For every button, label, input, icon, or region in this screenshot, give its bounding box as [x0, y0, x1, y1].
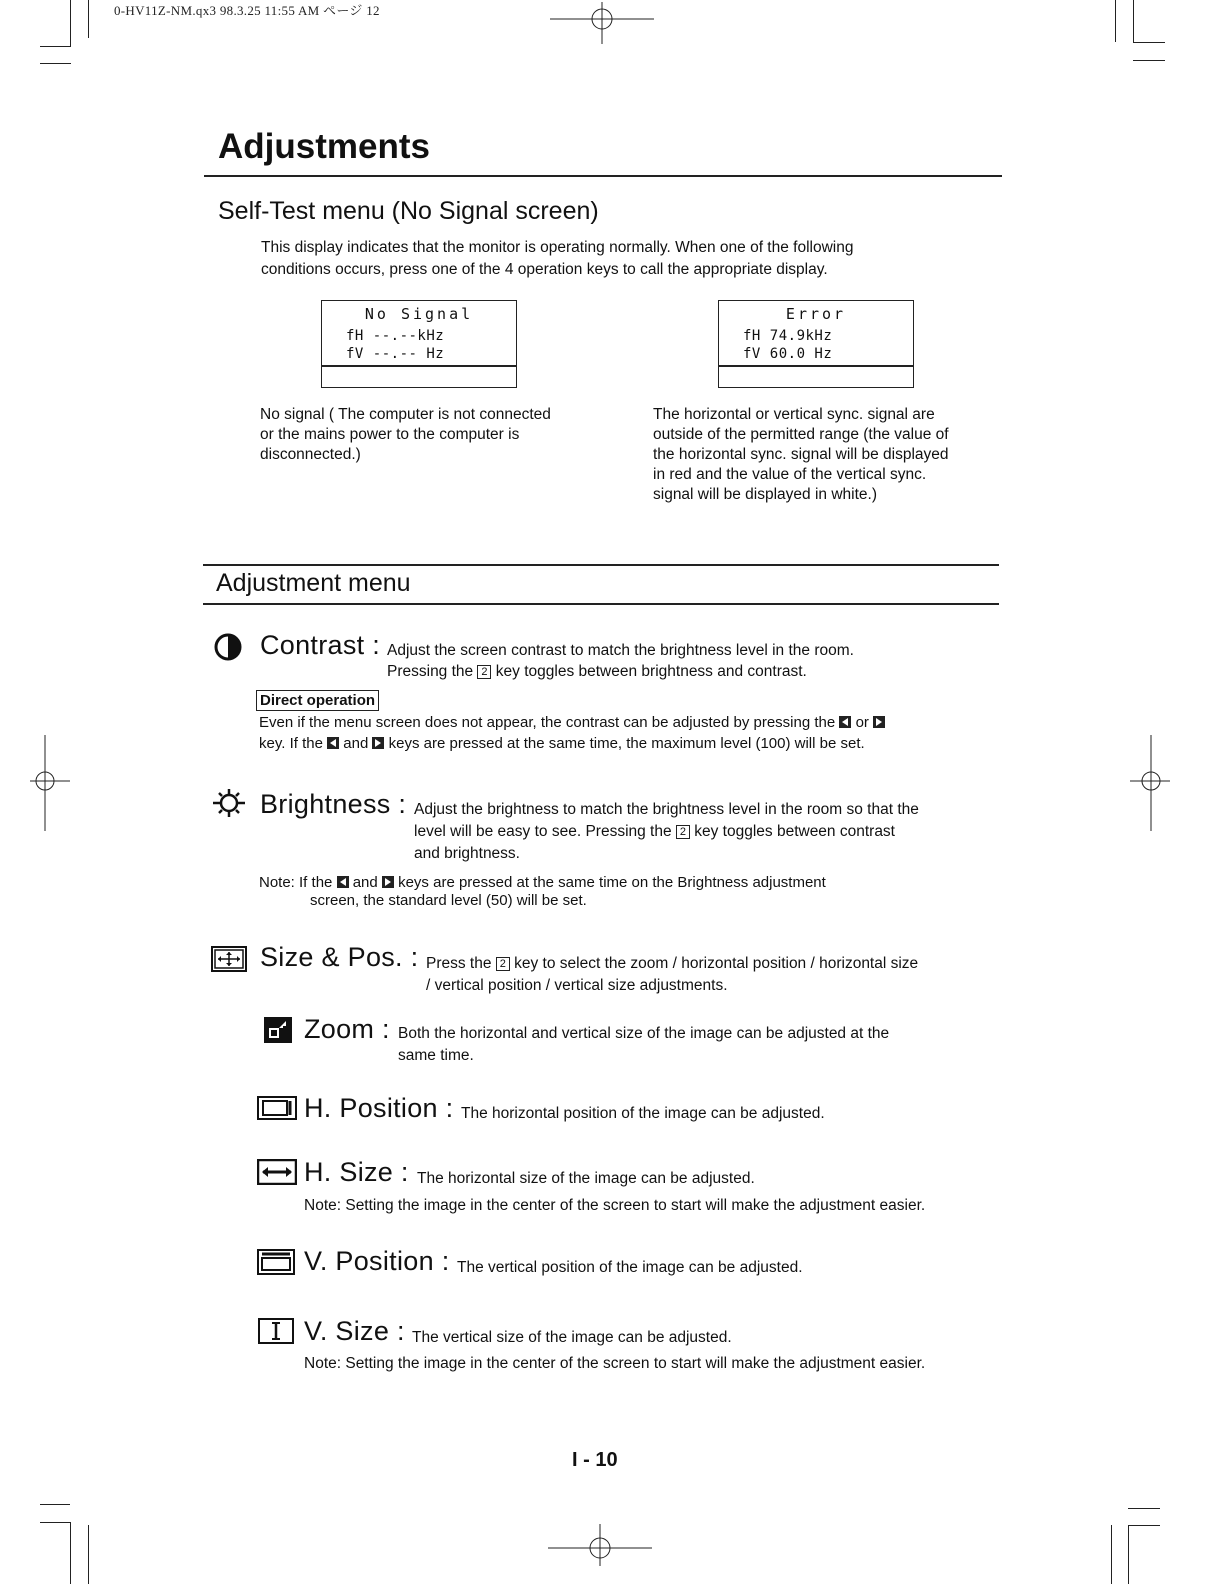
registration-mark-bottom	[548, 1524, 652, 1566]
osd-fv: fV --.-- Hz	[346, 346, 445, 362]
v-size-label: V. Size :	[304, 1316, 405, 1346]
registration-mark-left	[30, 735, 70, 831]
h-size-label: H. Size :	[304, 1157, 409, 1187]
section-rule	[203, 564, 999, 566]
desc-line: No signal ( The computer is not connected	[260, 406, 551, 423]
contrast-desc-2	[387, 662, 807, 682]
right-key-icon	[382, 876, 394, 888]
text: Even if the menu screen does not appear, the contrast can be adjusted by pressing the	[259, 714, 836, 731]
crop-mark	[70, 0, 71, 46]
contrast-icon	[214, 633, 242, 661]
crop-mark	[1115, 0, 1116, 42]
size-pos-line: / vertical position / vertical size adjustments.	[426, 977, 728, 994]
key-2-icon: 2	[477, 665, 491, 679]
zoom-line: Both the horizontal and vertical size of the image can be adjusted at the	[398, 1025, 890, 1042]
registration-mark-right	[1130, 735, 1170, 831]
contrast-label: Contrast :	[260, 630, 381, 660]
brightness-line	[414, 822, 919, 842]
crop-mark	[1133, 60, 1165, 61]
desc-line: disconnected.)	[260, 446, 361, 463]
registration-mark-top	[550, 2, 654, 44]
brightness-line: Adjust the brightness to match the brightness level in the room so that the	[414, 801, 919, 818]
crop-mark	[1111, 1525, 1112, 1584]
v-position-label: V. Position :	[304, 1246, 450, 1276]
osd-divider	[322, 365, 516, 367]
contrast-desc	[387, 641, 854, 661]
crop-mark	[40, 46, 71, 47]
contrast-line: Adjust the screen contrast to match the brightness level in the room.	[387, 642, 854, 659]
v-size-icon	[258, 1318, 294, 1344]
text: Note: If the	[259, 874, 333, 891]
desc-line: signal will be displayed in white.)	[653, 486, 878, 503]
title-rule	[204, 175, 1002, 177]
right-key-icon	[372, 737, 384, 749]
adjustment-menu-heading: Adjustment menu	[216, 569, 411, 597]
size-pos-label: Size & Pos. :	[260, 942, 419, 972]
text: or	[855, 714, 869, 731]
h-size-desc: The horizontal size of the image can be adjusted.	[417, 1170, 755, 1187]
v-size-desc: The vertical size of the image can be adjusted.	[412, 1329, 732, 1346]
self-test-intro	[261, 238, 853, 280]
brightness-line: and brightness.	[414, 845, 520, 862]
left-key-icon	[839, 716, 851, 728]
osd-fv: fV 60.0 Hz	[743, 346, 833, 362]
h-size-note: Note: Setting the image in the center of the screen to start will make the adjustment easier.	[304, 1197, 926, 1214]
intro-line: This display indicates that the monitor is operating normally. When one of the following	[261, 239, 854, 256]
crop-mark	[88, 1525, 89, 1584]
right-key-icon	[873, 716, 885, 728]
text: key toggles between brightness and contrast.	[495, 663, 807, 680]
zoom-icon	[264, 1017, 292, 1043]
left-key-icon	[327, 737, 339, 749]
left-key-icon	[337, 876, 349, 888]
crop-mark	[88, 0, 89, 38]
text: key to select the zoom / horizontal position / horizontal size	[514, 955, 919, 972]
print-slug: 0-HV11Z-NM.qx3 98.3.25 11:55 AM ページ 12	[114, 3, 380, 18]
crop-mark	[70, 1522, 71, 1584]
osd-title: No Signal	[364, 305, 474, 323]
page-title: Adjustments	[218, 127, 430, 166]
brightness-note	[259, 873, 826, 911]
section-rule	[203, 603, 999, 605]
v-position-icon	[257, 1249, 295, 1275]
key-2-icon: 2	[676, 825, 690, 839]
direct-operation-desc	[259, 713, 885, 754]
text: key. If the	[259, 735, 323, 752]
crop-mark	[40, 63, 71, 64]
osd-fh: fH 74.9kHz	[743, 328, 833, 344]
self-test-heading: Self-Test menu (No Signal screen)	[218, 197, 599, 225]
no-signal-description	[260, 405, 551, 465]
desc-line: or the mains power to the computer is	[260, 426, 520, 443]
no-signal-osd	[321, 300, 517, 388]
desc-line: in red and the value of the vertical sync.	[653, 466, 927, 483]
key-2-icon: 2	[496, 957, 510, 971]
crop-mark	[1128, 1525, 1129, 1584]
text: and	[343, 735, 369, 752]
crop-mark	[1133, 0, 1134, 42]
text: Pressing the	[387, 663, 474, 680]
brightness-label: Brightness :	[260, 789, 407, 819]
osd-title: Error	[785, 305, 847, 323]
text: level will be easy to see. Pressing the	[414, 823, 672, 840]
h-position-icon	[257, 1096, 297, 1120]
crop-mark	[1128, 1508, 1160, 1509]
size-pos-icon	[211, 946, 247, 972]
text: Press the	[426, 955, 492, 972]
zoom-line: same time.	[398, 1047, 474, 1064]
text: keys are pressed at the same time on the Brightness adjustment	[398, 874, 826, 891]
brightness-desc	[414, 800, 919, 864]
note-line: screen, the standard level (50) will be set.	[310, 892, 587, 909]
error-description	[653, 405, 949, 505]
text: key toggles between contrast	[694, 823, 895, 840]
desc-line: outside of the permitted range (the value of	[653, 426, 949, 443]
size-pos-desc	[426, 954, 918, 996]
crop-mark	[1128, 1525, 1160, 1526]
osd-divider	[719, 365, 913, 367]
crop-mark	[40, 1504, 70, 1505]
v-size-note: Note: Setting the image in the center of the screen to start will make the adjustment easier.	[304, 1355, 926, 1372]
osd-fh: fH --.--kHz	[346, 328, 445, 344]
text: and	[352, 874, 378, 891]
zoom-desc	[398, 1024, 889, 1066]
crop-mark	[40, 1522, 70, 1523]
size-pos-line	[426, 954, 918, 974]
brightness-icon	[212, 788, 246, 818]
direct-line	[259, 734, 885, 754]
crop-mark	[1133, 42, 1165, 43]
v-position-desc: The vertical position of the image can be adjusted.	[457, 1259, 803, 1276]
direct-line	[259, 713, 885, 733]
zoom-label: Zoom :	[304, 1014, 390, 1044]
intro-line: conditions occurs, press one of the 4 operation keys to call the appropriate display.	[261, 261, 828, 278]
error-osd	[718, 300, 914, 388]
text: keys are pressed at the same time, the maximum level (100) will be set.	[388, 735, 865, 752]
page-number: I - 10	[572, 1449, 618, 1471]
h-position-label: H. Position :	[304, 1093, 454, 1123]
desc-line: the horizontal sync. signal will be displayed	[653, 446, 949, 463]
h-size-icon	[257, 1159, 297, 1185]
note-line	[259, 873, 826, 893]
direct-operation-label: Direct operation	[256, 690, 379, 711]
desc-line: The horizontal or vertical sync. signal are	[653, 406, 935, 423]
h-position-desc: The horizontal position of the image can be adjusted.	[461, 1105, 825, 1122]
